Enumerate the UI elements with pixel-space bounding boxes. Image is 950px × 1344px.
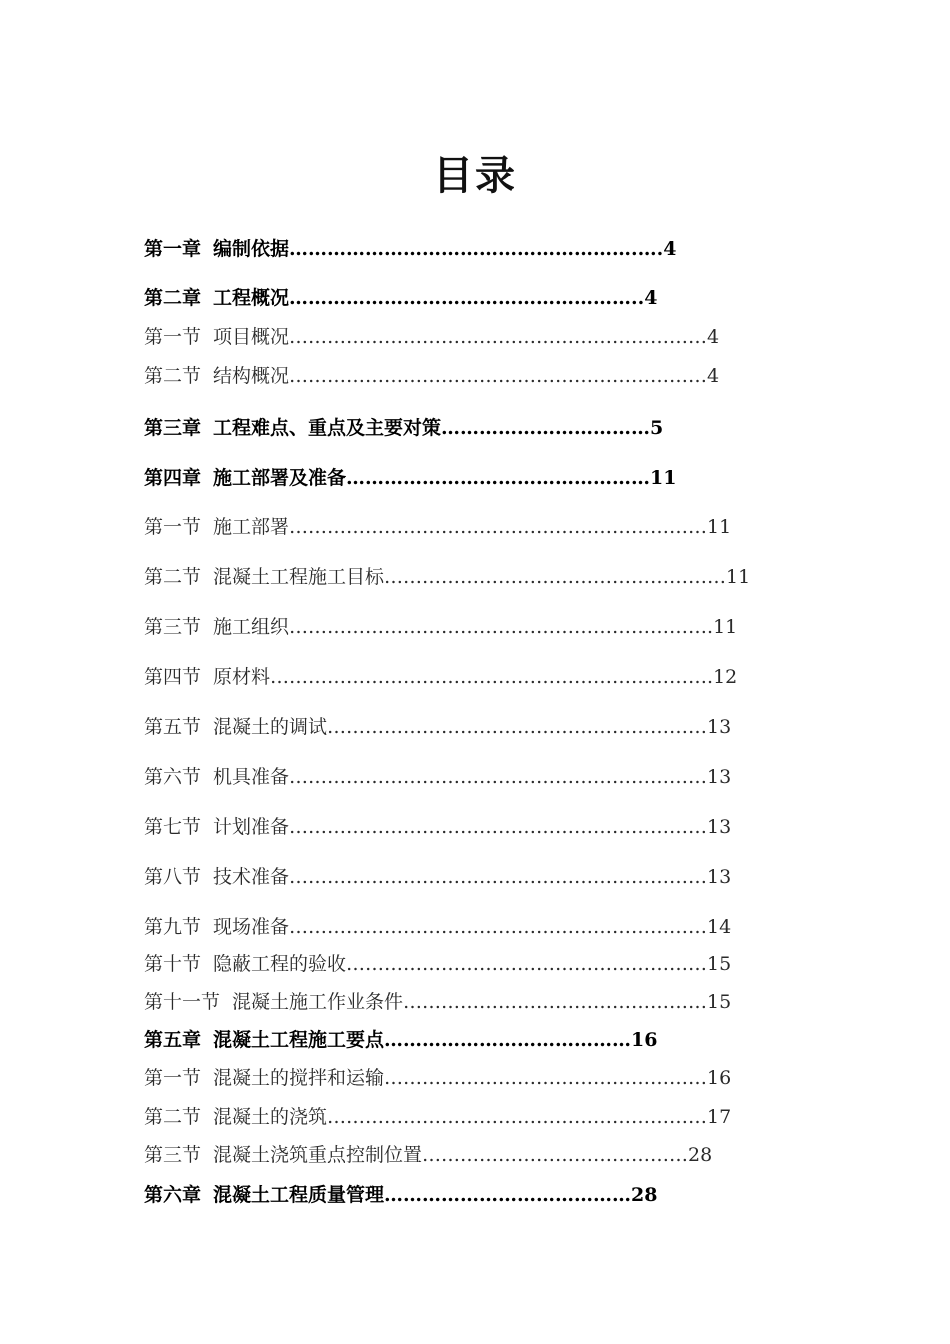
toc-entry[interactable] <box>144 363 719 389</box>
toc-entry-page: 28 <box>688 1144 713 1166</box>
toc-entry[interactable] <box>144 324 719 350</box>
toc-entry-title: 混凝土工程施工目标 <box>213 566 385 588</box>
toc-entry-page: 5 <box>650 417 664 439</box>
toc-entry-leader: …………………………………………………………… <box>270 666 708 688</box>
toc-entry-leader: …………………………… <box>441 417 651 439</box>
toc-entry-leader: ………………………………… <box>384 1029 632 1051</box>
toc-entry-page: 13 <box>707 766 732 788</box>
toc-entry[interactable] <box>144 1182 657 1208</box>
toc-entry-number: 第二节 <box>144 1106 202 1128</box>
toc-entry[interactable] <box>144 951 731 977</box>
toc-entry-page: 11 <box>707 516 732 538</box>
toc-entry-number: 第十一节 <box>144 991 221 1013</box>
toc-entry[interactable] <box>144 236 677 262</box>
toc-entry[interactable] <box>144 415 663 441</box>
toc-entry-leader: ………………………………………………………… <box>289 516 708 538</box>
toc-entry-title: 技术准备 <box>213 866 290 888</box>
toc-entry-leader: ………………………………………… <box>403 991 708 1013</box>
toc-entry-leader: ……………………………………………… <box>384 566 727 588</box>
toc-entry-title: 项目概况 <box>213 326 290 348</box>
toc-entry-number: 第六章 <box>144 1184 202 1206</box>
toc-entry-number: 第九节 <box>144 916 202 938</box>
toc-entry-page: 16 <box>631 1029 658 1051</box>
toc-entry-page: 16 <box>707 1067 732 1089</box>
toc-entry-page: ….4 <box>637 238 677 260</box>
toc-entry-page: .11 <box>707 616 738 638</box>
toc-entry-leader: ………………………………………………………… <box>289 326 708 348</box>
toc-entry-page: 15 <box>707 991 732 1013</box>
toc-entry[interactable] <box>144 564 750 590</box>
toc-entry-number: 第一节 <box>144 516 202 538</box>
toc-entry[interactable] <box>144 465 676 491</box>
toc-entry-number: 第七节 <box>144 816 202 838</box>
toc-entry-number: 第二章 <box>144 287 202 309</box>
toc-entry-title: 编制依据 <box>213 238 290 260</box>
toc-entry-page: 13 <box>707 866 732 888</box>
toc-entry[interactable] <box>144 864 731 890</box>
toc-entry-number: 第五章 <box>144 1029 202 1051</box>
toc-entry-number: 第五节 <box>144 716 202 738</box>
toc-entry-title: 混凝土的调试 <box>213 716 328 738</box>
toc-entry[interactable] <box>144 1142 712 1168</box>
toc-entry-title: 计划准备 <box>213 816 290 838</box>
toc-entry-page: 13 <box>707 816 732 838</box>
toc-entry[interactable] <box>144 989 731 1015</box>
toc-entry-page: 28 <box>631 1184 658 1206</box>
toc-entry[interactable] <box>144 714 731 740</box>
toc-entry[interactable] <box>144 664 737 690</box>
toc-entry-number: 第八节 <box>144 866 202 888</box>
toc-entry-leader: ………………………………………………. <box>289 238 638 260</box>
toc-entry-leader: ………………………………………………………… <box>289 916 708 938</box>
toc-entry-leader: ………………………………………… <box>346 467 651 489</box>
toc-entry-page: 17 <box>707 1106 732 1128</box>
toc-entry-title: 隐蔽工程的验收 <box>213 953 347 975</box>
toc-entry-title: 现场准备 <box>213 916 290 938</box>
toc-entry-title: 施工组织 <box>213 616 290 638</box>
toc-entry[interactable] <box>144 1065 731 1091</box>
toc-entry-title: 原材料 <box>213 666 271 688</box>
toc-entry-title: 施工部署 <box>213 516 290 538</box>
toc-entry-page: 11 <box>650 467 677 489</box>
toc-entry-number: 第二节 <box>144 566 202 588</box>
toc-entry-title: 混凝土的浇筑 <box>213 1106 328 1128</box>
toc-entry-number: 第六节 <box>144 766 202 788</box>
toc-entry-number: 第三节 <box>144 1144 202 1166</box>
toc-entry-page: .12 <box>707 666 738 688</box>
toc-entry-leader: …………………………………………………… <box>327 716 708 738</box>
toc-entry[interactable] <box>144 814 731 840</box>
toc-entry[interactable] <box>144 614 737 640</box>
page-title: 目录 <box>433 153 517 199</box>
toc-entry-page: 15 <box>707 953 732 975</box>
toc-entry-leader: ………………………………………………………… <box>289 616 708 638</box>
toc-entry-page: .4 <box>637 287 658 309</box>
toc-entry-leader: ………………………………… <box>384 1184 632 1206</box>
toc-entry-title: 机具准备 <box>213 766 290 788</box>
toc-entry[interactable] <box>144 285 658 311</box>
toc-entry-leader: ………………………………………………… <box>346 953 708 975</box>
toc-entry-title: 混凝土浇筑重点控制位置 <box>213 1144 423 1166</box>
toc-entry-title: 混凝土施工作业条件 <box>232 991 404 1013</box>
toc-entry[interactable] <box>144 1027 657 1053</box>
toc-entry-page: 11 <box>726 566 751 588</box>
toc-entry[interactable] <box>144 514 731 540</box>
toc-entry-title: 施工部署及准备 <box>213 467 347 489</box>
toc-entry-number: 第四章 <box>144 467 202 489</box>
toc-entry-title: 混凝土的搅拌和运输 <box>213 1067 385 1089</box>
toc-entry-leader: ………………………………………………………… <box>289 816 708 838</box>
toc-entry-title: 工程概况 <box>213 287 290 309</box>
toc-entry-leader: ………………………………………………………… <box>289 365 708 387</box>
toc-entry-page: 14 <box>707 916 732 938</box>
toc-entry-number: 第三章 <box>144 417 202 439</box>
toc-entry-title: 工程难点、重点及主要对策 <box>213 417 442 439</box>
toc-entry[interactable] <box>144 1104 731 1130</box>
toc-entry-number: 第三节 <box>144 616 202 638</box>
toc-entry-leader: ………………………………………………………… <box>289 866 708 888</box>
toc-entry-number: 第一节 <box>144 1067 202 1089</box>
toc-entry-leader: …………………………………… <box>422 1144 689 1166</box>
toc-entry[interactable] <box>144 914 731 940</box>
toc-entry-page: 13 <box>707 716 732 738</box>
toc-entry-page: 4 <box>707 365 720 387</box>
toc-entry-title: 结构概况 <box>213 365 290 387</box>
toc-entry-leader: …………………………………………………… <box>327 1106 708 1128</box>
toc-entry-number: 第一节 <box>144 326 202 348</box>
toc-entry-leader: ………………………………………………………… <box>289 766 708 788</box>
toc-entry-number: 第二节 <box>144 365 202 387</box>
toc-entry-number: 第四节 <box>144 666 202 688</box>
toc-entry-title: 混凝土工程施工要点 <box>213 1029 385 1051</box>
toc-entry-title: 混凝土工程质量管理 <box>213 1184 385 1206</box>
toc-entry-leader: …………………………………………… <box>384 1067 708 1089</box>
toc-entry-number: 第一章 <box>144 238 202 260</box>
toc-entry[interactable] <box>144 764 731 790</box>
toc-entry-number: 第十节 <box>144 953 202 975</box>
toc-entry-leader: ………………………………………………. <box>289 287 638 309</box>
toc-entry-page: 4 <box>707 326 720 348</box>
